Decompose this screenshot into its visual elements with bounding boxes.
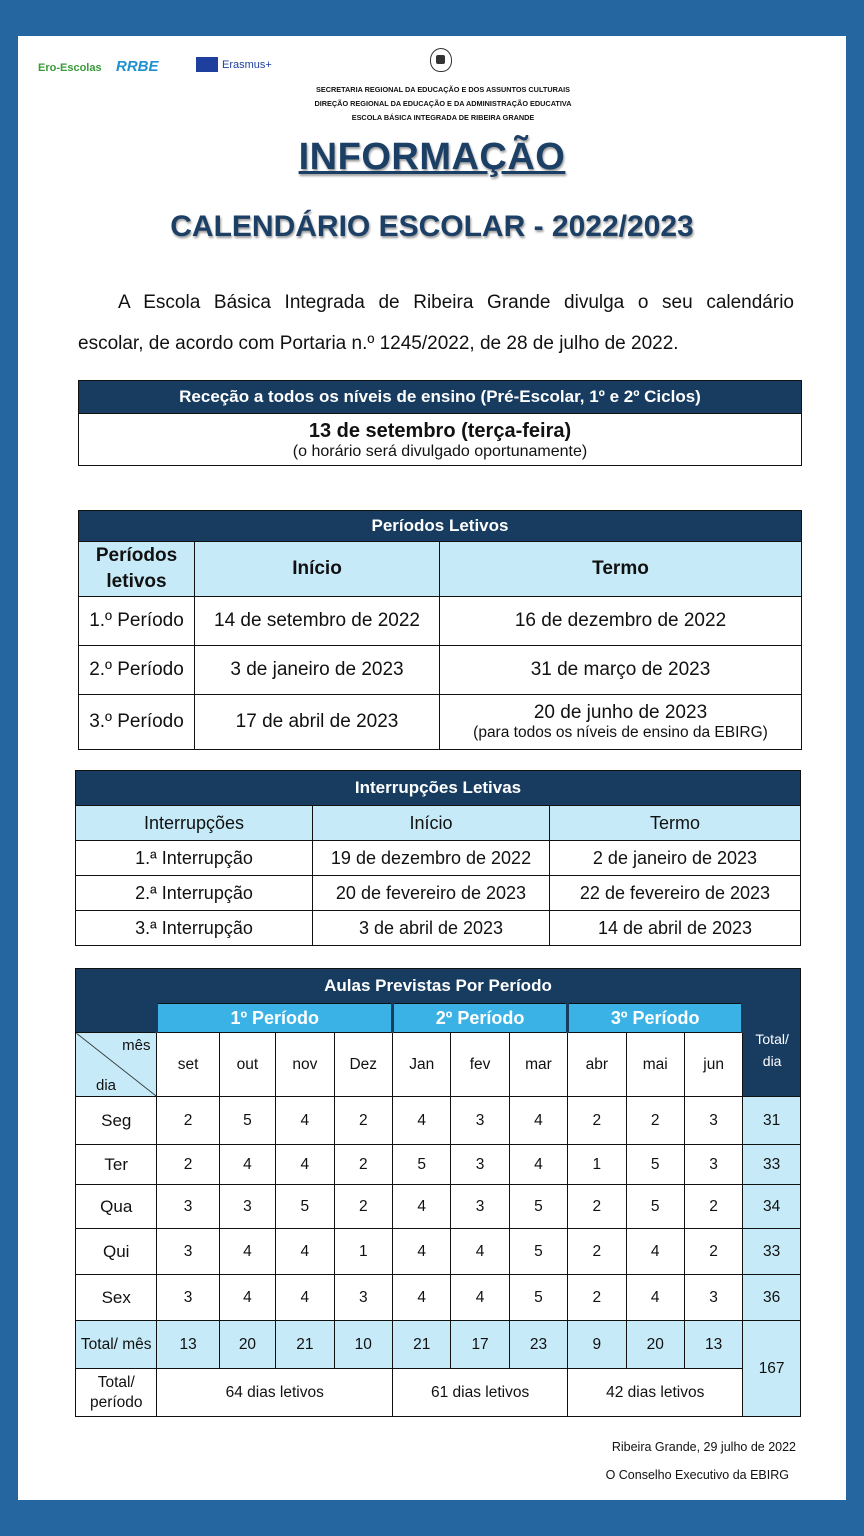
day-count-cell: 3 — [684, 1097, 742, 1145]
total-mes-label: Total/ mês — [76, 1321, 157, 1369]
day-count-cell: 4 — [451, 1275, 509, 1321]
day-count-cell: 2 — [568, 1275, 626, 1321]
month-header: Jan — [393, 1033, 451, 1097]
day-count-cell: 5 — [626, 1145, 684, 1185]
day-count-cell: 4 — [393, 1229, 451, 1275]
day-count-cell: 3 — [219, 1185, 275, 1229]
aulas-heading: Aulas Previstas Por Período — [76, 969, 801, 1004]
interrupcao-end: 22 de fevereiro de 2023 — [550, 876, 801, 911]
table-row — [76, 1275, 801, 1321]
month-header: mar — [509, 1033, 567, 1097]
period-note: (para todos os níveis de ensino da EBIRG) — [473, 724, 768, 741]
day-count-cell: 5 — [509, 1229, 567, 1275]
interrupcao-name: 2.ª Interrupção — [76, 876, 313, 911]
table-row — [79, 597, 802, 646]
table-row — [79, 646, 802, 695]
day-count-cell: 4 — [451, 1229, 509, 1275]
month-header: out — [219, 1033, 275, 1097]
day-count-cell: 2 — [684, 1185, 742, 1229]
day-count-cell: 2 — [684, 1229, 742, 1275]
period-end: 20 de junho de 2023 — [533, 702, 708, 723]
day-count-cell: 3 — [451, 1185, 509, 1229]
total-dia-cell: 34 — [743, 1185, 801, 1229]
periodos-col-start: Início — [195, 542, 440, 597]
day-count-cell: 3 — [684, 1145, 742, 1185]
total-mes-cell: 10 — [334, 1321, 392, 1369]
day-count-cell: 4 — [393, 1097, 451, 1145]
total-mes-cell: 20 — [219, 1321, 275, 1369]
day-count-cell: 1 — [568, 1145, 626, 1185]
periodos-heading: Períodos Letivos — [79, 511, 802, 542]
period-name: 2.º Período — [79, 646, 195, 695]
period-name: 1.º Período — [79, 597, 195, 646]
total-mes-cell: 20 — [626, 1321, 684, 1369]
rececao-heading: Receção a todos os níveis de ensino (Pré-Escolar, 1º e 2º Ciclos) — [79, 381, 802, 414]
header-line-2: DIREÇÃO REGIONAL DA EDUCAÇÃO E DA ADMINISTRAÇÃO EDUCATIVA — [314, 99, 572, 108]
table-row — [76, 1145, 801, 1185]
periodos-col-end: Termo — [440, 542, 802, 597]
day-count-cell: 4 — [219, 1275, 275, 1321]
total-dia-cell: 36 — [743, 1275, 801, 1321]
rrbe-logo: RRBE — [116, 58, 159, 75]
intro-line-2: escolar, de acordo com Portaria n.º 1245/2022, de 28 de julho de 2022. — [78, 333, 679, 354]
table-row — [76, 841, 801, 876]
period-end: 16 de dezembro de 2022 — [440, 597, 802, 646]
page-title: INFORMAÇÃO — [298, 136, 566, 178]
total-mes-cell: 13 — [157, 1321, 219, 1369]
partner-logos — [38, 54, 298, 82]
intro-line-1: A Escola Básica Integrada de Ribeira Grande divulga o seu calendário — [118, 292, 794, 313]
interrupcoes-col-start: Início — [313, 806, 550, 841]
day-count-cell: 4 — [276, 1097, 334, 1145]
total-mes-cell: 23 — [509, 1321, 567, 1369]
day-count-cell: 5 — [509, 1275, 567, 1321]
signature-body: O Conselho Executivo da EBIRG — [605, 1468, 789, 1482]
total-dia-cell: 31 — [743, 1097, 801, 1145]
month-header: abr — [568, 1033, 626, 1097]
month-header: mai — [626, 1033, 684, 1097]
day-count-cell: 3 — [157, 1229, 219, 1275]
day-count-cell: 2 — [334, 1097, 392, 1145]
period-1-label: 1º Período — [157, 1004, 393, 1033]
page-subtitle: CALENDÁRIO ESCOLAR - 2022/2023 — [170, 210, 694, 243]
table-row — [76, 1185, 801, 1229]
day-label: Sex — [76, 1275, 157, 1321]
day-label: Ter — [76, 1145, 157, 1185]
day-count-cell: 4 — [626, 1229, 684, 1275]
rececao-table — [78, 380, 802, 466]
dia-label: dia — [96, 1077, 117, 1094]
aulas-table — [75, 968, 801, 1417]
day-count-cell: 2 — [157, 1145, 219, 1185]
day-count-cell: 1 — [334, 1229, 392, 1275]
month-header: set — [157, 1033, 219, 1097]
header-line-3: ESCOLA BÁSICA INTEGRADA DE RIBEIRA GRANDE — [351, 113, 535, 122]
table-row — [76, 876, 801, 911]
day-count-cell: 5 — [509, 1185, 567, 1229]
grand-total: 167 — [743, 1321, 801, 1417]
period-2-label: 2º Período — [393, 1004, 568, 1033]
day-count-cell: 4 — [509, 1145, 567, 1185]
day-count-cell: 4 — [276, 1229, 334, 1275]
interrupcao-start: 3 de abril de 2023 — [313, 911, 550, 946]
total-mes-cell: 21 — [276, 1321, 334, 1369]
erasmus-logo: Erasmus+ — [222, 59, 272, 71]
total-mes-cell: 13 — [684, 1321, 742, 1369]
day-count-cell: 5 — [393, 1145, 451, 1185]
day-count-cell: 4 — [219, 1145, 275, 1185]
mes-label: mês — [122, 1037, 151, 1054]
periodos-col-name: Períodos letivos — [79, 542, 195, 597]
interrupcao-end: 2 de janeiro de 2023 — [550, 841, 801, 876]
table-row — [76, 1097, 801, 1145]
interrupcao-name: 3.ª Interrupção — [76, 911, 313, 946]
eco-escolas-logo: Ero-Escolas — [38, 62, 102, 74]
day-count-cell: 5 — [276, 1185, 334, 1229]
day-count-cell: 4 — [509, 1097, 567, 1145]
day-count-cell: 4 — [276, 1275, 334, 1321]
day-count-cell: 2 — [568, 1229, 626, 1275]
day-count-cell: 4 — [626, 1275, 684, 1321]
total-dia-cell: 33 — [743, 1145, 801, 1185]
total-mes-cell: 17 — [451, 1321, 509, 1369]
period-start: 14 de setembro de 2022 — [195, 597, 440, 646]
day-count-cell: 4 — [276, 1145, 334, 1185]
total-periodo-label: Total/ período — [76, 1369, 157, 1417]
interrupcoes-heading: Interrupções Letivas — [76, 771, 801, 806]
day-count-cell: 3 — [684, 1275, 742, 1321]
total-mes-cell: 9 — [568, 1321, 626, 1369]
period-end-cell — [440, 695, 802, 750]
signature-place-date: Ribeira Grande, 29 julho de 2022 — [611, 1440, 796, 1454]
day-count-cell: 3 — [451, 1097, 509, 1145]
total-dia-header: Total/ dia — [743, 1004, 801, 1097]
document-page — [18, 36, 846, 1500]
day-label: Qui — [76, 1229, 157, 1275]
day-count-cell: 5 — [219, 1097, 275, 1145]
period-start: 3 de janeiro de 2023 — [195, 646, 440, 695]
day-count-cell: 3 — [334, 1275, 392, 1321]
month-header: Dez — [334, 1033, 392, 1097]
total-periodo-1: 64 dias letivos — [157, 1369, 393, 1417]
month-header: fev — [451, 1033, 509, 1097]
day-count-cell: 2 — [334, 1185, 392, 1229]
day-label: Qua — [76, 1185, 157, 1229]
interrupcoes-col-name: Interrupções — [76, 806, 313, 841]
day-count-cell: 2 — [568, 1097, 626, 1145]
interrupcao-name: 1.ª Interrupção — [76, 841, 313, 876]
total-dia-cell: 33 — [743, 1229, 801, 1275]
period-3-label: 3º Período — [568, 1004, 743, 1033]
interrupcao-start: 20 de fevereiro de 2023 — [313, 876, 550, 911]
day-count-cell: 3 — [451, 1145, 509, 1185]
rececao-date: 13 de setembro (terça-feira) — [79, 414, 802, 444]
day-count-cell: 4 — [393, 1185, 451, 1229]
interrupcao-end: 14 de abril de 2023 — [550, 911, 801, 946]
table-row — [76, 1229, 801, 1275]
eu-flag-icon — [196, 57, 218, 72]
day-count-cell: 3 — [157, 1185, 219, 1229]
period-name: 3.º Período — [79, 695, 195, 750]
table-row — [76, 911, 801, 946]
header-spacer — [76, 1004, 157, 1033]
mes-dia-header — [76, 1033, 157, 1097]
intro-paragraph — [78, 282, 794, 364]
month-header: jun — [684, 1033, 742, 1097]
interrupcoes-table — [75, 770, 801, 946]
day-count-cell: 4 — [219, 1229, 275, 1275]
day-count-cell: 2 — [568, 1185, 626, 1229]
day-count-cell: 4 — [393, 1275, 451, 1321]
period-end: 31 de março de 2023 — [440, 646, 802, 695]
table-row — [79, 695, 802, 750]
total-periodo-2: 61 dias letivos — [393, 1369, 568, 1417]
day-count-cell: 2 — [157, 1097, 219, 1145]
day-count-cell: 2 — [334, 1145, 392, 1185]
coat-of-arms-icon — [430, 48, 452, 72]
period-start: 17 de abril de 2023 — [195, 695, 440, 750]
total-mes-cell: 21 — [393, 1321, 451, 1369]
day-label: Seg — [76, 1097, 157, 1145]
total-periodo-3: 42 dias letivos — [568, 1369, 743, 1417]
header-line-1: SECRETARIA REGIONAL DA EDUCAÇÃO E DOS ASSUNTOS CULTURAIS — [315, 85, 571, 94]
periodos-table — [78, 510, 802, 750]
day-count-cell: 2 — [626, 1097, 684, 1145]
interrupcoes-col-end: Termo — [550, 806, 801, 841]
rececao-note: (o horário será divulgado oportunamente) — [79, 443, 802, 466]
day-count-cell: 3 — [157, 1275, 219, 1321]
day-count-cell: 5 — [626, 1185, 684, 1229]
month-header: nov — [276, 1033, 334, 1097]
interrupcao-start: 19 de dezembro de 2022 — [313, 841, 550, 876]
